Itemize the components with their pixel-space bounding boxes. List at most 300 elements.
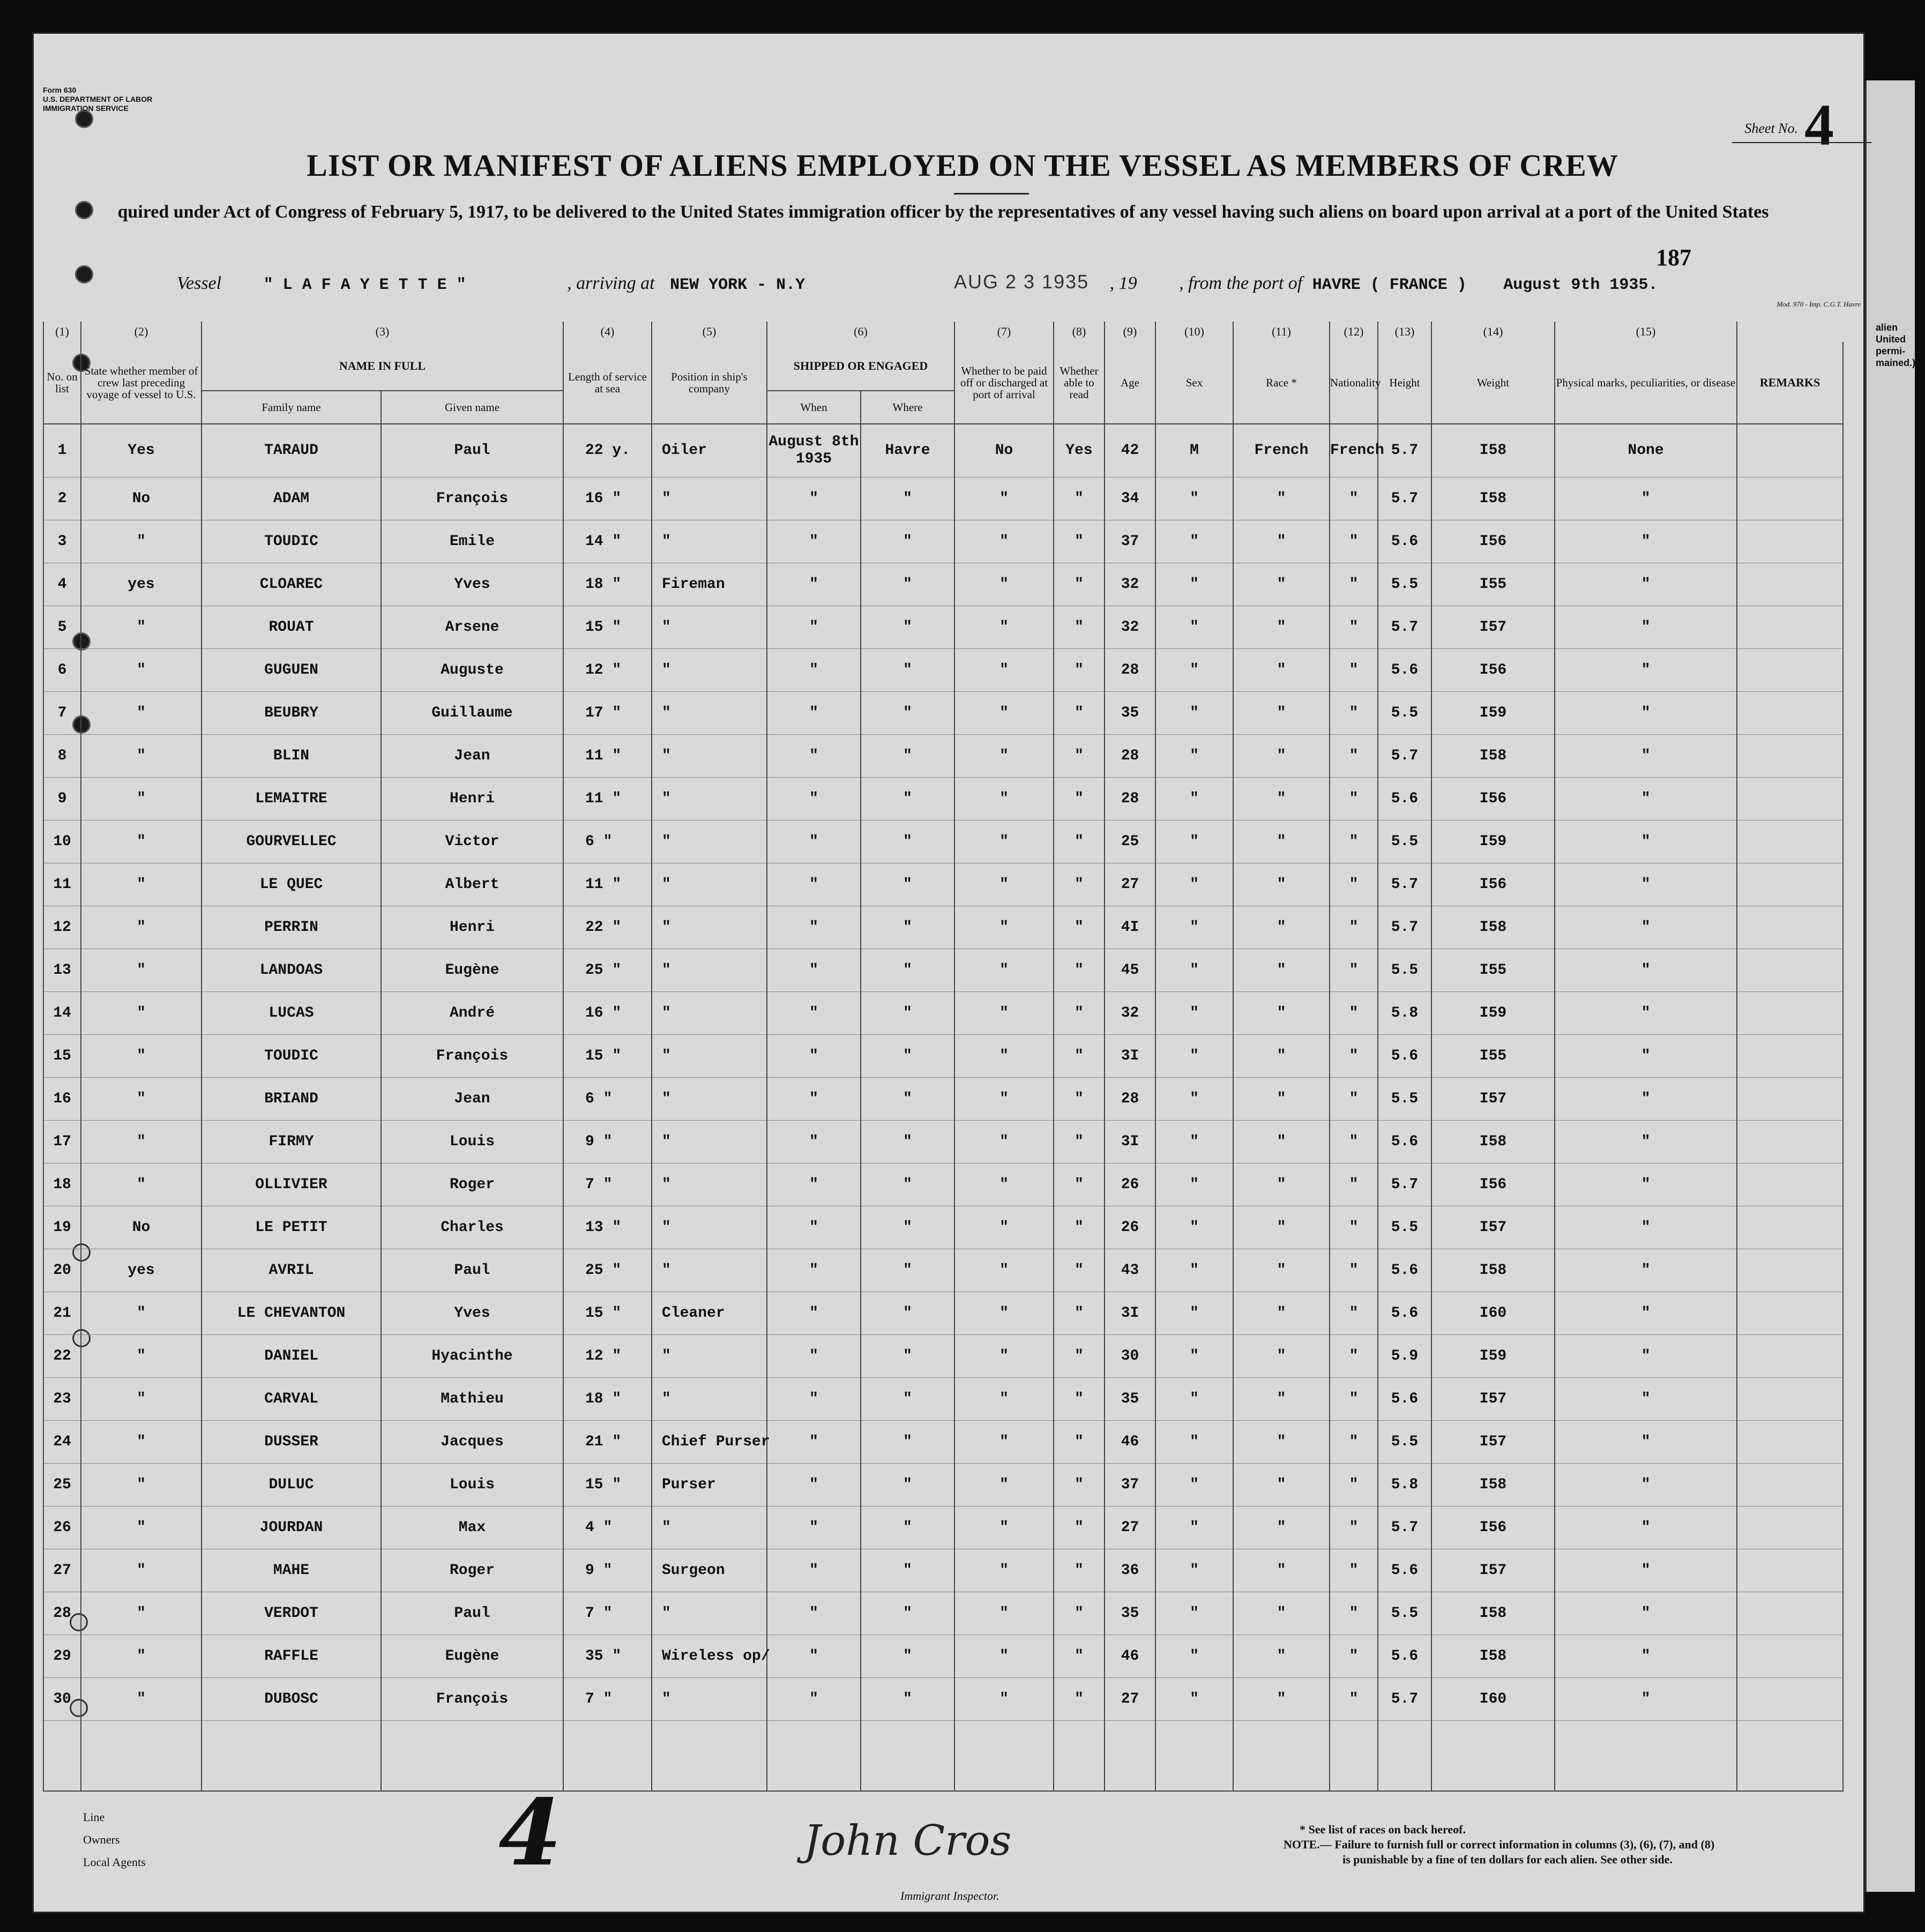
printer-imprint: Mod. 970 - Imp. C.G.T. Havre [1777, 300, 1861, 308]
cell-remarks [1737, 692, 1843, 735]
header-able-to-read: Whether able to read [1054, 342, 1105, 424]
cell-previous-voyage: " [81, 692, 202, 735]
punch-hole-icon [75, 265, 93, 284]
cell-family-name: LANDOAS [202, 949, 381, 992]
cell-position: " [652, 520, 767, 563]
cell-paid-off: " [954, 520, 1054, 563]
table-row [43, 1678, 1843, 1721]
cell-length-of-service: 7 " [563, 1678, 652, 1721]
cell-length-of-service: 6 " [563, 820, 652, 863]
cell-blank [954, 1721, 1054, 1792]
cell-sex: " [1155, 735, 1233, 778]
cell-paid-off: " [954, 1592, 1054, 1635]
cell-previous-voyage: " [81, 863, 202, 906]
cell-shipped-when: " [767, 735, 861, 778]
cell-paid-off: " [954, 1506, 1054, 1549]
form-identifier [43, 86, 152, 113]
header-age: Age [1105, 342, 1155, 424]
cell-no-on-list: 26 [43, 1506, 81, 1549]
cell-race: " [1233, 649, 1330, 692]
cell-able-to-read: " [1054, 1035, 1105, 1078]
cell-no-on-list: 24 [43, 1421, 81, 1464]
table-row [43, 1206, 1843, 1249]
cell-paid-off: " [954, 949, 1054, 992]
cell-sex: " [1155, 563, 1233, 606]
cell-age: 34 [1105, 478, 1155, 520]
cell-height: 5.5 [1378, 563, 1431, 606]
cell-given-name: Victor [381, 820, 563, 863]
table-row [43, 1292, 1843, 1335]
cell-physical-marks: " [1555, 1121, 1737, 1163]
cell-age: 26 [1105, 1206, 1155, 1249]
cell-shipped-where: " [861, 1206, 954, 1249]
cell-height: 5.6 [1378, 1635, 1431, 1678]
header-where: Where [861, 391, 954, 424]
cell-age: 28 [1105, 1078, 1155, 1121]
vessel-label: Vessel [177, 273, 222, 293]
cell-height: 5.5 [1378, 1206, 1431, 1249]
cell-previous-voyage: " [81, 1335, 202, 1378]
cell-no-on-list: 14 [43, 992, 81, 1035]
cell-physical-marks: " [1555, 1421, 1737, 1464]
cell-able-to-read: " [1054, 992, 1105, 1035]
cell-shipped-where: " [861, 992, 954, 1035]
cell-weight: I59 [1431, 992, 1555, 1035]
cell-shipped-when: " [767, 1678, 861, 1721]
cell-sex: " [1155, 1378, 1233, 1421]
cell-nationality: " [1330, 1121, 1378, 1163]
colnum-3: (3) [202, 322, 563, 342]
cell-length-of-service: 17 " [563, 692, 652, 735]
cell-physical-marks: " [1555, 735, 1737, 778]
cell-blank [861, 1721, 954, 1792]
cell-age: 42 [1105, 424, 1155, 478]
colnum-15: (15) [1555, 322, 1737, 342]
cell-race: " [1233, 949, 1330, 992]
handwritten-mark: 4 [498, 1779, 562, 1886]
colnum-6: (6) [767, 322, 954, 342]
cell-race: " [1233, 1163, 1330, 1206]
cell-nationality: " [1330, 1035, 1378, 1078]
cell-shipped-when: " [767, 1464, 861, 1506]
cell-length-of-service: 15 " [563, 1464, 652, 1506]
cell-given-name: Hyacinthe [381, 1335, 563, 1378]
cell-height: 5.6 [1378, 520, 1431, 563]
cell-able-to-read: " [1054, 1549, 1105, 1592]
cell-remarks [1737, 1678, 1843, 1721]
cell-position: " [652, 1249, 767, 1292]
cell-blank [202, 1721, 381, 1792]
cell-family-name: TARAUD [202, 424, 381, 478]
cell-race: " [1233, 1506, 1330, 1549]
inspector-signature: John Cros [804, 1817, 1012, 1865]
cell-height: 5.6 [1378, 1292, 1431, 1335]
title-underline [954, 193, 1029, 195]
cell-weight: I57 [1431, 1378, 1555, 1421]
cell-able-to-read: " [1054, 949, 1105, 992]
cell-able-to-read: " [1054, 863, 1105, 906]
cell-physical-marks: " [1555, 1206, 1737, 1249]
cell-paid-off: " [954, 606, 1054, 649]
cell-weight: I56 [1431, 1506, 1555, 1549]
cell-no-on-list: 22 [43, 1335, 81, 1378]
cell-able-to-read: " [1054, 692, 1105, 735]
cell-position: " [652, 949, 767, 992]
cell-paid-off: " [954, 1635, 1054, 1678]
cell-physical-marks: " [1555, 606, 1737, 649]
cell-height: 5.6 [1378, 1121, 1431, 1163]
header-position: Position in ship's company [652, 342, 767, 424]
table-row [43, 1078, 1843, 1121]
cell-sex: " [1155, 820, 1233, 863]
cell-family-name: DANIEL [202, 1335, 381, 1378]
cell-paid-off: " [954, 1035, 1054, 1078]
cell-remarks [1737, 778, 1843, 820]
cell-position: " [652, 1121, 767, 1163]
cell-able-to-read: " [1054, 1335, 1105, 1378]
cell-able-to-read: " [1054, 735, 1105, 778]
cell-family-name: TOUDIC [202, 1035, 381, 1078]
cell-race: " [1233, 1635, 1330, 1678]
cell-weight: I57 [1431, 606, 1555, 649]
note-races: * See list of races on back hereof. [1300, 1823, 1466, 1836]
cell-length-of-service: 35 " [563, 1635, 652, 1678]
cell-able-to-read: " [1054, 563, 1105, 606]
cell-previous-voyage: " [81, 1592, 202, 1635]
cell-age: 37 [1105, 1464, 1155, 1506]
cell-previous-voyage: " [81, 1121, 202, 1163]
cell-physical-marks: " [1555, 520, 1737, 563]
cell-previous-voyage: " [81, 1035, 202, 1078]
cell-physical-marks: " [1555, 1035, 1737, 1078]
cell-position: Chief Purser [652, 1421, 767, 1464]
cell-race: " [1233, 692, 1330, 735]
note-line-1: NOTE.— Failure to furnish full or correct information in columns (3), (6), (7), and (8) [1284, 1838, 1715, 1851]
cell-race: " [1233, 1678, 1330, 1721]
cell-given-name: Henri [381, 778, 563, 820]
cell-physical-marks: " [1555, 1592, 1737, 1635]
cell-position: Purser [652, 1464, 767, 1506]
cell-shipped-where: " [861, 1292, 954, 1335]
cell-nationality: " [1330, 1678, 1378, 1721]
cell-sex: " [1155, 1635, 1233, 1678]
crew-rows [43, 424, 1843, 1791]
cell-family-name: BLIN [202, 735, 381, 778]
cell-shipped-when: " [767, 692, 861, 735]
cell-previous-voyage: " [81, 1549, 202, 1592]
cell-height: 5.6 [1378, 1378, 1431, 1421]
cell-weight: I58 [1431, 1592, 1555, 1635]
cell-no-on-list: 19 [43, 1206, 81, 1249]
cell-height: 5.6 [1378, 1249, 1431, 1292]
cell-age: 3I [1105, 1292, 1155, 1335]
cell-nationality: " [1330, 649, 1378, 692]
cell-family-name: TOUDIC [202, 520, 381, 563]
cell-previous-voyage: " [81, 1678, 202, 1721]
cell-height: 5.6 [1378, 1035, 1431, 1078]
cell-height: 5.5 [1378, 1078, 1431, 1121]
cell-nationality: " [1330, 1335, 1378, 1378]
cell-previous-voyage: " [81, 1464, 202, 1506]
cell-length-of-service: 11 " [563, 735, 652, 778]
cell-weight: I58 [1431, 735, 1555, 778]
cell-shipped-where: " [861, 1506, 954, 1549]
cell-given-name: Paul [381, 1249, 563, 1292]
departure-date: August 9th 1935. [1503, 276, 1658, 294]
cell-family-name: MAHE [202, 1549, 381, 1592]
cell-height: 5.6 [1378, 778, 1431, 820]
cell-sex: " [1155, 606, 1233, 649]
cell-able-to-read: " [1054, 478, 1105, 520]
cell-able-to-read: " [1054, 1378, 1105, 1421]
cell-sex: " [1155, 1549, 1233, 1592]
cell-nationality: " [1330, 1549, 1378, 1592]
header-height: Height [1378, 342, 1431, 424]
cell-height: 5.7 [1378, 906, 1431, 949]
cell-no-on-list: 30 [43, 1678, 81, 1721]
cell-family-name: PERRIN [202, 906, 381, 949]
cell-nationality: " [1330, 863, 1378, 906]
cell-family-name: OLLIVIER [202, 1163, 381, 1206]
cell-height: 5.5 [1378, 692, 1431, 735]
service-name: IMMIGRATION SERVICE [43, 104, 129, 113]
cell-able-to-read: " [1054, 1121, 1105, 1163]
cell-length-of-service: 25 " [563, 1249, 652, 1292]
cell-no-on-list: 21 [43, 1292, 81, 1335]
cell-race: " [1233, 563, 1330, 606]
cell-position: " [652, 478, 767, 520]
cell-sex: " [1155, 1592, 1233, 1635]
table-row [43, 1121, 1843, 1163]
header-given-name: Given name [381, 391, 563, 424]
cell-race: " [1233, 1206, 1330, 1249]
cell-sex: " [1155, 1121, 1233, 1163]
cell-height: 5.9 [1378, 1335, 1431, 1378]
cell-paid-off: " [954, 649, 1054, 692]
cell-shipped-when: " [767, 1249, 861, 1292]
cell-no-on-list: 1 [43, 424, 81, 478]
cell-race: " [1233, 1249, 1330, 1292]
cell-able-to-read: Yes [1054, 424, 1105, 478]
cell-age: 32 [1105, 606, 1155, 649]
cell-blank [1737, 1721, 1843, 1792]
cell-paid-off: " [954, 906, 1054, 949]
cell-blank [1555, 1721, 1737, 1792]
cell-sex: " [1155, 1506, 1233, 1549]
cell-position: " [652, 906, 767, 949]
note-line-2: is punishable by a fine of ten dollars for each alien. See other side. [1342, 1853, 1673, 1866]
cell-shipped-where: " [861, 863, 954, 906]
cell-race: " [1233, 1035, 1330, 1078]
cell-previous-voyage: " [81, 1292, 202, 1335]
cell-remarks [1737, 735, 1843, 778]
cell-race: " [1233, 906, 1330, 949]
cell-paid-off: " [954, 1078, 1054, 1121]
cell-weight: I55 [1431, 949, 1555, 992]
page-title: LIST OR MANIFEST OF ALIENS EMPLOYED ON THE VESSEL AS MEMBERS OF CREW [307, 148, 1618, 183]
cell-position: " [652, 1506, 767, 1549]
colnum-13: (13) [1378, 322, 1431, 342]
cell-age: 27 [1105, 1506, 1155, 1549]
cell-given-name: Roger [381, 1549, 563, 1592]
cell-physical-marks: " [1555, 1635, 1737, 1678]
cell-shipped-where: " [861, 1335, 954, 1378]
cell-remarks [1737, 992, 1843, 1035]
cell-given-name: Yves [381, 1292, 563, 1335]
cell-paid-off: " [954, 1549, 1054, 1592]
cell-height: 5.5 [1378, 1592, 1431, 1635]
cell-no-on-list: 9 [43, 778, 81, 820]
cell-previous-voyage: " [81, 1506, 202, 1549]
table-row [43, 1163, 1843, 1206]
cell-paid-off: No [954, 424, 1054, 478]
cell-position: Oiler [652, 424, 767, 478]
cell-position: " [652, 1078, 767, 1121]
cell-given-name: François [381, 1035, 563, 1078]
cell-family-name: RAFFLE [202, 1635, 381, 1678]
cell-no-on-list: 29 [43, 1635, 81, 1678]
cell-sex: " [1155, 992, 1233, 1035]
cell-height: 5.8 [1378, 1464, 1431, 1506]
cell-remarks [1737, 563, 1843, 606]
cell-no-on-list: 28 [43, 1592, 81, 1635]
header-length-of-service: Length of service at sea [563, 342, 652, 424]
cell-nationality: " [1330, 1206, 1378, 1249]
cell-physical-marks: " [1555, 820, 1737, 863]
cell-remarks [1737, 1506, 1843, 1549]
cell-race: " [1233, 1121, 1330, 1163]
table-row [43, 1249, 1843, 1292]
adjacent-page-note: alien United permi- mained.) [1876, 322, 1916, 368]
line-label: Line [83, 1810, 105, 1824]
cell-length-of-service: 9 " [563, 1549, 652, 1592]
cell-race: " [1233, 735, 1330, 778]
cell-family-name: DUSSER [202, 1421, 381, 1464]
cell-race: " [1233, 1292, 1330, 1335]
cell-length-of-service: 15 " [563, 1035, 652, 1078]
cell-remarks [1737, 820, 1843, 863]
cell-paid-off: " [954, 1421, 1054, 1464]
cell-no-on-list: 15 [43, 1035, 81, 1078]
cell-given-name: Jean [381, 1078, 563, 1121]
cell-position: " [652, 692, 767, 735]
cell-shipped-when: " [767, 1078, 861, 1121]
header-shipped-or-engaged: SHIPPED OR ENGAGED [767, 342, 954, 391]
cell-shipped-when: " [767, 1206, 861, 1249]
cell-height: 5.8 [1378, 992, 1431, 1035]
cell-position: Fireman [652, 563, 767, 606]
cell-age: 35 [1105, 692, 1155, 735]
cell-physical-marks: " [1555, 1549, 1737, 1592]
cell-race: " [1233, 1421, 1330, 1464]
cell-nationality: " [1330, 692, 1378, 735]
cell-given-name: Yves [381, 563, 563, 606]
cell-age: 43 [1105, 1249, 1155, 1292]
cell-weight: I56 [1431, 649, 1555, 692]
cell-shipped-when: " [767, 1292, 861, 1335]
cell-family-name: BRIAND [202, 1078, 381, 1121]
header-family-name: Family name [202, 391, 381, 424]
cell-age: 3I [1105, 1121, 1155, 1163]
cell-length-of-service: 15 " [563, 1292, 652, 1335]
sheet-number-underline [1732, 142, 1871, 143]
cell-previous-voyage: " [81, 1378, 202, 1421]
cell-shipped-when: " [767, 1592, 861, 1635]
cell-position: " [652, 1678, 767, 1721]
cell-remarks [1737, 906, 1843, 949]
cell-paid-off: " [954, 1121, 1054, 1163]
cell-height: 5.7 [1378, 863, 1431, 906]
cell-physical-marks: " [1555, 1378, 1737, 1421]
cell-previous-voyage: " [81, 820, 202, 863]
cell-remarks [1737, 1163, 1843, 1206]
cell-remarks [1737, 1592, 1843, 1635]
cell-shipped-where: " [861, 649, 954, 692]
table-row [43, 906, 1843, 949]
cell-race: " [1233, 1335, 1330, 1378]
colnum-1: (1) [43, 322, 81, 342]
cell-nationality: " [1330, 949, 1378, 992]
cell-given-name: Max [381, 1506, 563, 1549]
header-remarks: REMARKS [1737, 342, 1843, 424]
colnum-12: (12) [1330, 322, 1378, 342]
header-race: Race * [1233, 342, 1330, 424]
cell-no-on-list: 25 [43, 1464, 81, 1506]
cell-able-to-read: " [1054, 1206, 1105, 1249]
cell-able-to-read: " [1054, 1421, 1105, 1464]
cell-shipped-where: " [861, 563, 954, 606]
cell-family-name: LUCAS [202, 992, 381, 1035]
cell-weight: I57 [1431, 1078, 1555, 1121]
cell-race: " [1233, 778, 1330, 820]
cell-no-on-list: 20 [43, 1249, 81, 1292]
cell-shipped-when: " [767, 1335, 861, 1378]
cell-paid-off: " [954, 820, 1054, 863]
cell-weight: I57 [1431, 1421, 1555, 1464]
cell-family-name: BEUBRY [202, 692, 381, 735]
cell-age: 27 [1105, 863, 1155, 906]
cell-shipped-where: " [861, 1249, 954, 1292]
cell-sex: M [1155, 424, 1233, 478]
cell-remarks [1737, 1549, 1843, 1592]
cell-position: " [652, 778, 767, 820]
cell-shipped-when: " [767, 906, 861, 949]
cell-weight: I56 [1431, 778, 1555, 820]
cell-position: Wireless op/ [652, 1635, 767, 1678]
cell-shipped-where: " [861, 949, 954, 992]
table-row [43, 1635, 1843, 1678]
cell-sex: " [1155, 1163, 1233, 1206]
cell-age: 35 [1105, 1378, 1155, 1421]
cell-length-of-service: 13 " [563, 1206, 652, 1249]
cell-shipped-where: " [861, 778, 954, 820]
cell-physical-marks: " [1555, 863, 1737, 906]
cell-shipped-when: " [767, 1549, 861, 1592]
cell-able-to-read: " [1054, 606, 1105, 649]
header-weight: Weight [1431, 342, 1555, 424]
cell-nationality: French [1330, 424, 1378, 478]
cell-weight: I60 [1431, 1292, 1555, 1335]
cell-shipped-where: " [861, 906, 954, 949]
cell-paid-off: " [954, 1292, 1054, 1335]
cell-physical-marks: " [1555, 778, 1737, 820]
cell-weight: I55 [1431, 563, 1555, 606]
cell-blank [1378, 1721, 1431, 1792]
header-nationality: Nationality [1330, 342, 1378, 424]
vessel-line [177, 273, 1658, 294]
cell-shipped-when: " [767, 606, 861, 649]
cell-nationality: " [1330, 735, 1378, 778]
